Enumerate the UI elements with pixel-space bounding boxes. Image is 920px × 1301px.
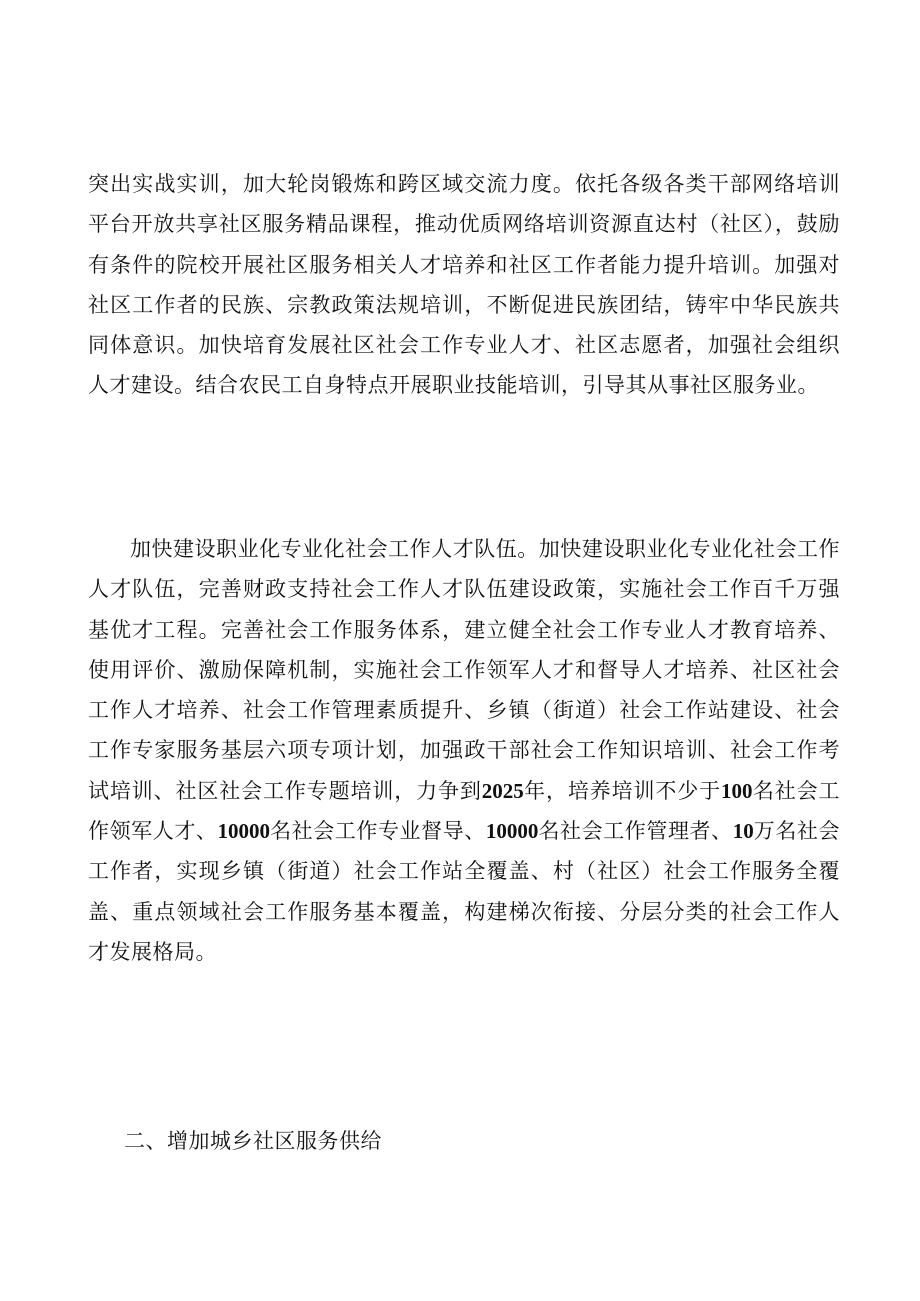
body-paragraph-1: 突出实战实训，加大轮岗锻炼和跨区域交流力度。依托各级各类干部网络培训平台开放共享社区服务精品课程，推动优质网络培训资源直达村（社区），鼓励有条件的院校开展社区服务相关人才培养和社区工作者能力提升培训。加强对社区工作者的民族、宗教政策法规培训，不断促进民族团结，铸牢中华民族共同体意识。加快培育发展社区社会工作专业人才、社区志愿者，加强社会组织人才建设。结合农民工自身特点开展职业技能培训，引导其从事社区服务业。 (88, 172, 840, 398)
leader-talent-count: 100 (721, 778, 753, 803)
section-heading: 二、增加城乡社区服务供给 (124, 1129, 382, 1153)
manager-count: 10000 (485, 819, 539, 844)
body-paragraph-2 (88, 529, 840, 972)
supervisor-count: 10000 (217, 819, 270, 844)
paragraph-2-text-6: 万名社会工作者，实现乡镇（街道）社会工作站全覆盖、村（社区）社会工作服务全覆盖、重点领域社会工作服务基本覆盖，构建梯次衔接、分层分类的社会工作人才发展格局。 (88, 819, 841, 964)
paragraph-2-text-3: 名社会工作领军人才、 (88, 778, 840, 844)
paragraph-2-text-2: 年，培养培训不少于 (523, 778, 721, 803)
paragraph-2-text-5: 名社会工作管理者、 (538, 819, 733, 844)
social-worker-count: 10 (732, 819, 754, 844)
paragraph-2-text-4: 名社会工作专业督导、 (269, 819, 486, 844)
target-year: 2025 (481, 778, 524, 803)
paragraph-2-text-1: 加快建设职业化专业化社会工作人才队伍。加快建设职业化专业化社会工作人才队伍，完善财政支持社会工作人才队伍建设政策，实施社会工作百千万强基优才工程。完善社会工作服务体系，建立健全社会工作专业人才教育培养、使用评价、激励保障机制，实施社会工作领军人才和督导人才培养、社区社会工作人才培养、社会工作管理素质提升、乡镇（街道）社会工作站建设、社会工作专家服务基层六项专项计划，加强政干部社会工作知识培训、社会工作考试培训、社区社会工作专题培训，力争到 (88, 537, 840, 803)
